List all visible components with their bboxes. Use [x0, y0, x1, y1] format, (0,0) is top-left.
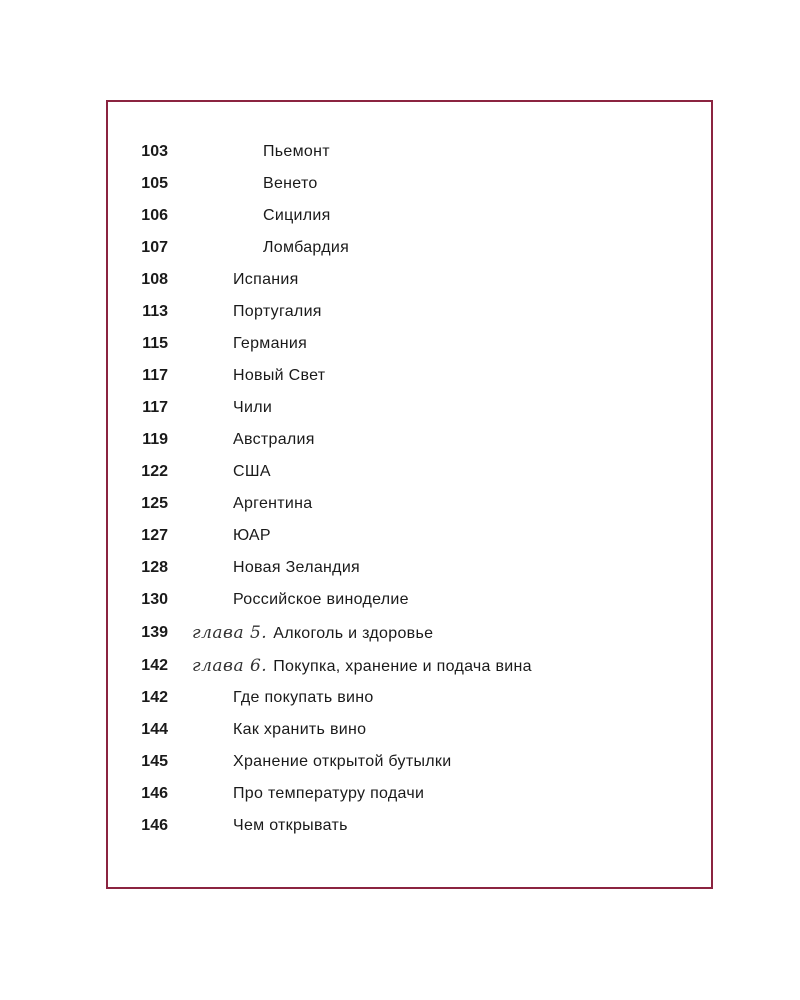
entry-title: Аргентина [233, 495, 313, 512]
page-number: 146 [141, 817, 168, 834]
entry-title: Сицилия [263, 207, 331, 224]
toc-entry[interactable] [108, 552, 711, 584]
page-number: 128 [141, 559, 168, 576]
page-number: 127 [141, 527, 168, 544]
page-number: 125 [141, 495, 168, 512]
chapter-label: глава 6. [192, 656, 268, 676]
page-number: 117 [142, 367, 168, 384]
toc-chapter-entry[interactable] [108, 650, 711, 682]
page-number: 142 [141, 689, 168, 706]
toc-entry[interactable] [108, 168, 711, 200]
toc-entry[interactable] [108, 392, 711, 424]
page-number: 145 [141, 753, 168, 770]
toc-entry[interactable] [108, 714, 711, 746]
toc-entry[interactable] [108, 136, 711, 168]
toc-entry[interactable] [108, 778, 711, 810]
entry-title: Покупка, хранение и подача вина [273, 658, 532, 675]
toc-entry[interactable] [108, 810, 711, 842]
entry-title: Португалия [233, 303, 322, 320]
entry-title: Пьемонт [263, 143, 330, 160]
page-number: 113 [142, 303, 168, 320]
entry-title: Австралия [233, 431, 315, 448]
entry-title: Германия [233, 335, 308, 352]
page-number: 146 [141, 785, 168, 802]
entry-title: Ломбардия [263, 239, 350, 256]
entry-title: Алкоголь и здоровье [273, 625, 434, 642]
entry-title: Чем открывать [233, 817, 348, 834]
toc-entry[interactable] [108, 424, 711, 456]
toc-chapter-entry[interactable] [108, 617, 711, 649]
entry-title: Российское виноделие [233, 591, 409, 608]
toc-entry[interactable] [108, 682, 711, 714]
page-number: 106 [141, 207, 168, 224]
table-of-contents [108, 102, 711, 887]
toc-entry[interactable] [108, 200, 711, 232]
page-number: 108 [141, 271, 168, 288]
page-number: 119 [142, 431, 168, 448]
toc-entry[interactable] [108, 456, 711, 488]
page-number: 117 [142, 399, 168, 416]
entry-title: США [233, 463, 271, 480]
toc-entry[interactable] [108, 360, 711, 392]
toc-entry[interactable] [108, 746, 711, 778]
entry-title: Венето [263, 175, 318, 192]
page-frame [106, 100, 713, 889]
page-number: 105 [141, 175, 168, 192]
toc-entry[interactable] [108, 584, 711, 616]
entry-title: Как хранить вино [233, 721, 367, 738]
entry-title: Чили [233, 399, 273, 416]
page-number: 115 [142, 335, 168, 352]
page-number: 122 [141, 463, 168, 480]
page-number: 142 [141, 657, 168, 674]
page-number: 144 [141, 721, 168, 738]
page-number: 130 [141, 591, 168, 608]
toc-entry[interactable] [108, 296, 711, 328]
entry-title: Хранение открытой бутылки [233, 753, 452, 770]
toc-entry[interactable] [108, 488, 711, 520]
toc-entry[interactable] [108, 328, 711, 360]
page-number: 107 [141, 239, 168, 256]
entry-title: Где покупать вино [233, 689, 374, 706]
toc-entry[interactable] [108, 520, 711, 552]
entry-title: Про температуру подачи [233, 785, 425, 802]
toc-entry[interactable] [108, 264, 711, 296]
page-number: 103 [141, 143, 168, 160]
chapter-title [192, 650, 532, 683]
toc-entry[interactable] [108, 232, 711, 264]
chapter-label: глава 5. [192, 623, 268, 643]
entry-title: ЮАР [233, 527, 271, 544]
entry-title: Новый Свет [233, 367, 326, 384]
entry-title: Новая Зеландия [233, 559, 361, 576]
chapter-title [192, 617, 433, 650]
entry-title: Испания [233, 271, 299, 288]
page-number: 139 [141, 624, 168, 641]
